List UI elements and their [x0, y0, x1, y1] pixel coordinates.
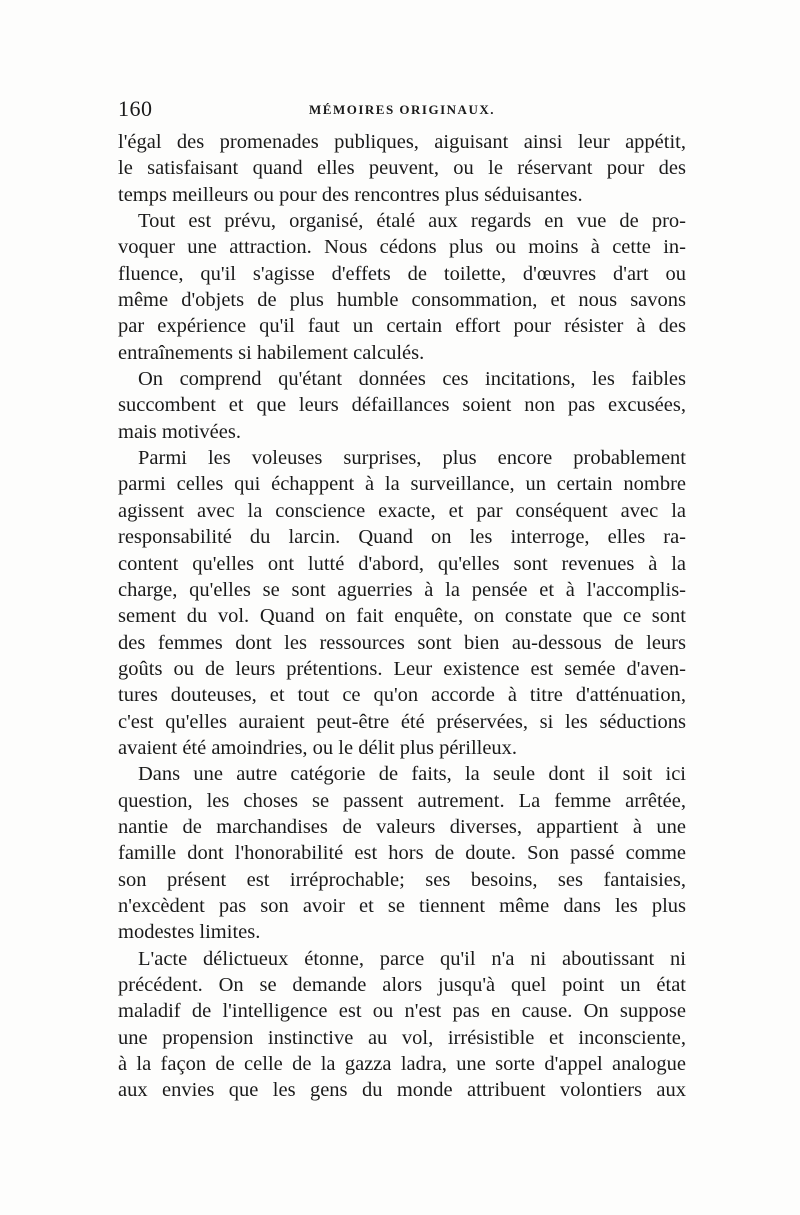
text-line: sement du vol. Quand on fait enquête, on constate que ce sont: [118, 605, 686, 628]
text-line: des femmes dont les ressources sont bien au-dessous de leurs: [118, 631, 686, 654]
text-line: voquer une attraction. Nous cédons plus ou moins à cette in-: [118, 236, 686, 259]
text-line: une propension instinctive au vol, irrésistible et inconsciente,: [118, 1026, 686, 1049]
text-line: responsabilité du larcin. Quand on les interroge, elles ra-: [118, 526, 686, 549]
text-line: Dans une autre catégorie de faits, la seule dont il soit ici: [138, 763, 686, 786]
text-line: Tout est prévu, organisé, étalé aux regards en vue de pro-: [138, 210, 686, 233]
text-line: parmi celles qui échappent à la surveillance, un certain nombre: [118, 473, 686, 496]
text-line: modestes limites.: [118, 921, 261, 944]
text-line: entraînements si habilement calculés.: [118, 341, 425, 364]
text-line: content qu'elles ont lutté d'abord, qu'elles sont revenues à la: [118, 552, 686, 575]
text-line: le satisfaisant quand elles peuvent, ou le réservant pour des: [118, 157, 686, 180]
text-line: avaient été amoindries, ou le délit plus périlleux.: [118, 736, 518, 759]
text-line: à la façon de celle de la gazza ladra, une sorte d'appel analogue: [118, 1053, 686, 1076]
running-title: MÉMOIRES ORIGINAUX.: [309, 102, 495, 117]
text-line: Parmi les voleuses surprises, plus encore probablement: [138, 447, 686, 470]
text-line: On comprend qu'étant données ces incitations, les faibles: [138, 368, 686, 391]
text-line: succombent et que leurs défaillances soient non pas excusées,: [118, 394, 686, 417]
text-line: question, les choses se passent autrement. La femme arrêtée,: [118, 789, 686, 812]
text-line: maladif de l'intelligence est ou n'est pas en cause. On suppose: [118, 1000, 686, 1023]
page-number: 160: [118, 96, 153, 121]
text-line: famille dont l'honorabilité est hors de doute. Son passé comme: [118, 842, 686, 865]
text-line: même d'objets de plus humble consommation, et nous savons: [118, 289, 686, 312]
text-line: charge, qu'elles se sont aguerries à la pensée et à l'accomplis-: [118, 578, 686, 601]
text-line: son présent est irréprochable; ses besoins, ses fantaisies,: [118, 868, 686, 891]
text-line: goûts ou de leurs prétentions. Leur existence est semée d'aven-: [118, 657, 686, 680]
text-line: temps meilleurs ou pour des rencontres plus séduisantes.: [118, 183, 583, 206]
text-line: L'acte délictueux étonne, parce qu'il n'a ni aboutissant ni: [138, 947, 686, 970]
text-line: fluence, qu'il s'agisse d'effets de toilette, d'œuvres d'art ou: [118, 262, 686, 285]
text-line: aux envies que les gens du monde attribuent volontiers aux: [118, 1079, 686, 1102]
body-text: [118, 129, 686, 1104]
page-header: [118, 96, 686, 126]
text-line: l'égal des promenades publiques, aiguisant ainsi leur appétit,: [118, 131, 686, 153]
text-line: par expérience qu'il faut un certain effort pour résister à des: [118, 315, 686, 338]
text-line: mais motivées.: [118, 420, 241, 443]
text-line: précédent. On se demande alors jusqu'à quel point un état: [118, 974, 686, 996]
text-line: c'est qu'elles auraient peut-être été préservées, si les séductions: [118, 710, 686, 733]
text-line: agissent avec la conscience exacte, et par conséquent avec la: [118, 499, 686, 522]
text-line: nantie de marchandises de valeurs diverses, appartient à une: [118, 815, 686, 838]
text-line: n'excèdent pas son avoir et se tiennent même dans les plus: [118, 894, 686, 917]
text-line: tures douteuses, et tout ce qu'on accorde à titre d'atténuation,: [118, 684, 686, 707]
